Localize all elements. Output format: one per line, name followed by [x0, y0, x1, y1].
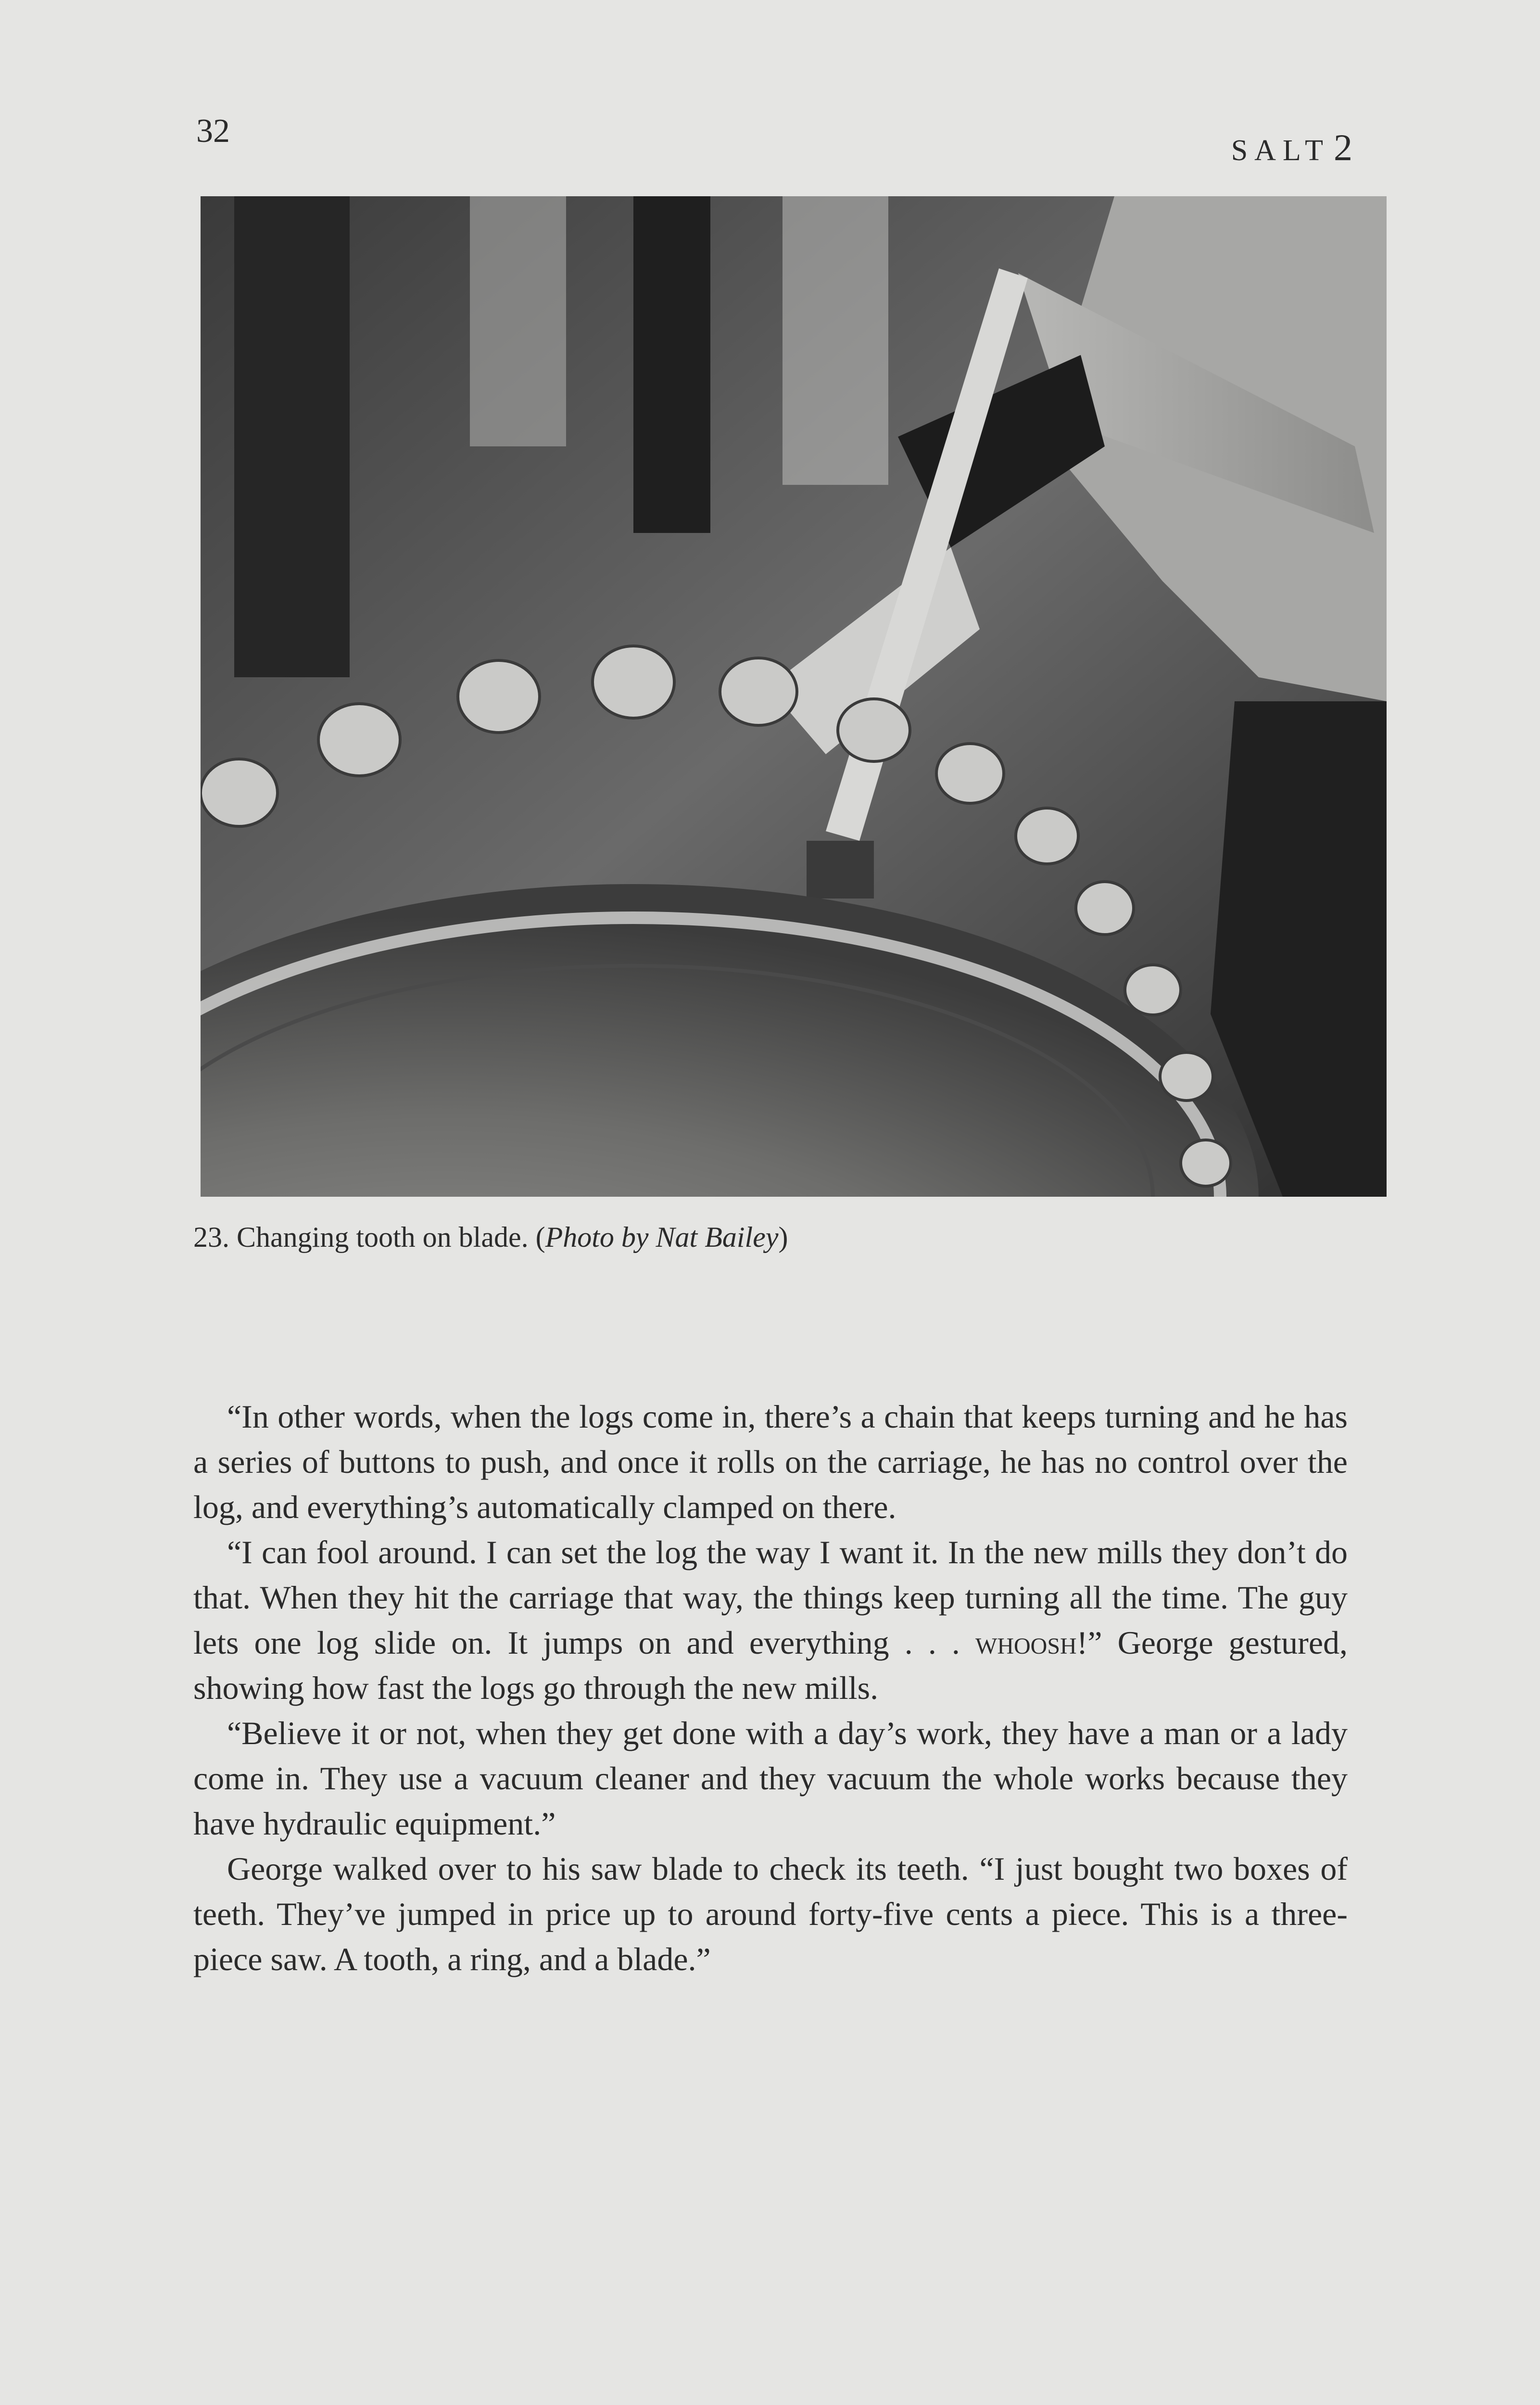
volume-number: 2 [1334, 127, 1352, 168]
paragraph-1: “In other words, when the logs come in, there’s a chain that keeps turning and he has a series of buttons to push, and once it rolls on the carriage, he has no control over the log, and everything’s automatically clamped on there. [193, 1398, 1348, 1525]
paragraph-2-start: “I can fool around. I can set the log the way I want it. In the new mills they don’t do that. When they hit the carriage that way, the things keep turning all the time. The guy lets one log slide on. It jumps on and everything . . . [193, 1534, 1348, 1661]
photograph [201, 196, 1387, 1197]
paragraph-2-end: ” George gestured, showing how fast the logs go through the new mills. [193, 1624, 1348, 1706]
paragraph-3: “Believe it or not, when they get done with a day’s work, they have a man or a lady come in. They use a vacuum cleaner and they vacuum the whole works because they have hydraulic equipment.” [193, 1715, 1348, 1842]
body-text [193, 1394, 1348, 1982]
whoosh-smallcaps: whoosh! [975, 1624, 1088, 1661]
caption-credit: Photo by Nat Bailey [545, 1221, 779, 1253]
page-number: 32 [196, 113, 230, 150]
caption-close: ) [778, 1221, 788, 1253]
saw-blade-photo [201, 196, 1387, 1197]
figure-caption [193, 1220, 788, 1254]
running-head [1231, 129, 1352, 166]
paragraph-2 [193, 1530, 1348, 1710]
paragraph-4: George walked over to his saw blade to check its teeth. “I just bought two boxes of teeth. They’ve jumped in price up to around forty-five cents a piece. This is a three-piece saw. A tooth, a ring, and a blade.” [193, 1850, 1348, 1977]
running-title: SALT [1231, 134, 1330, 167]
caption-text: 23. Changing tooth on blade. ( [193, 1221, 545, 1253]
